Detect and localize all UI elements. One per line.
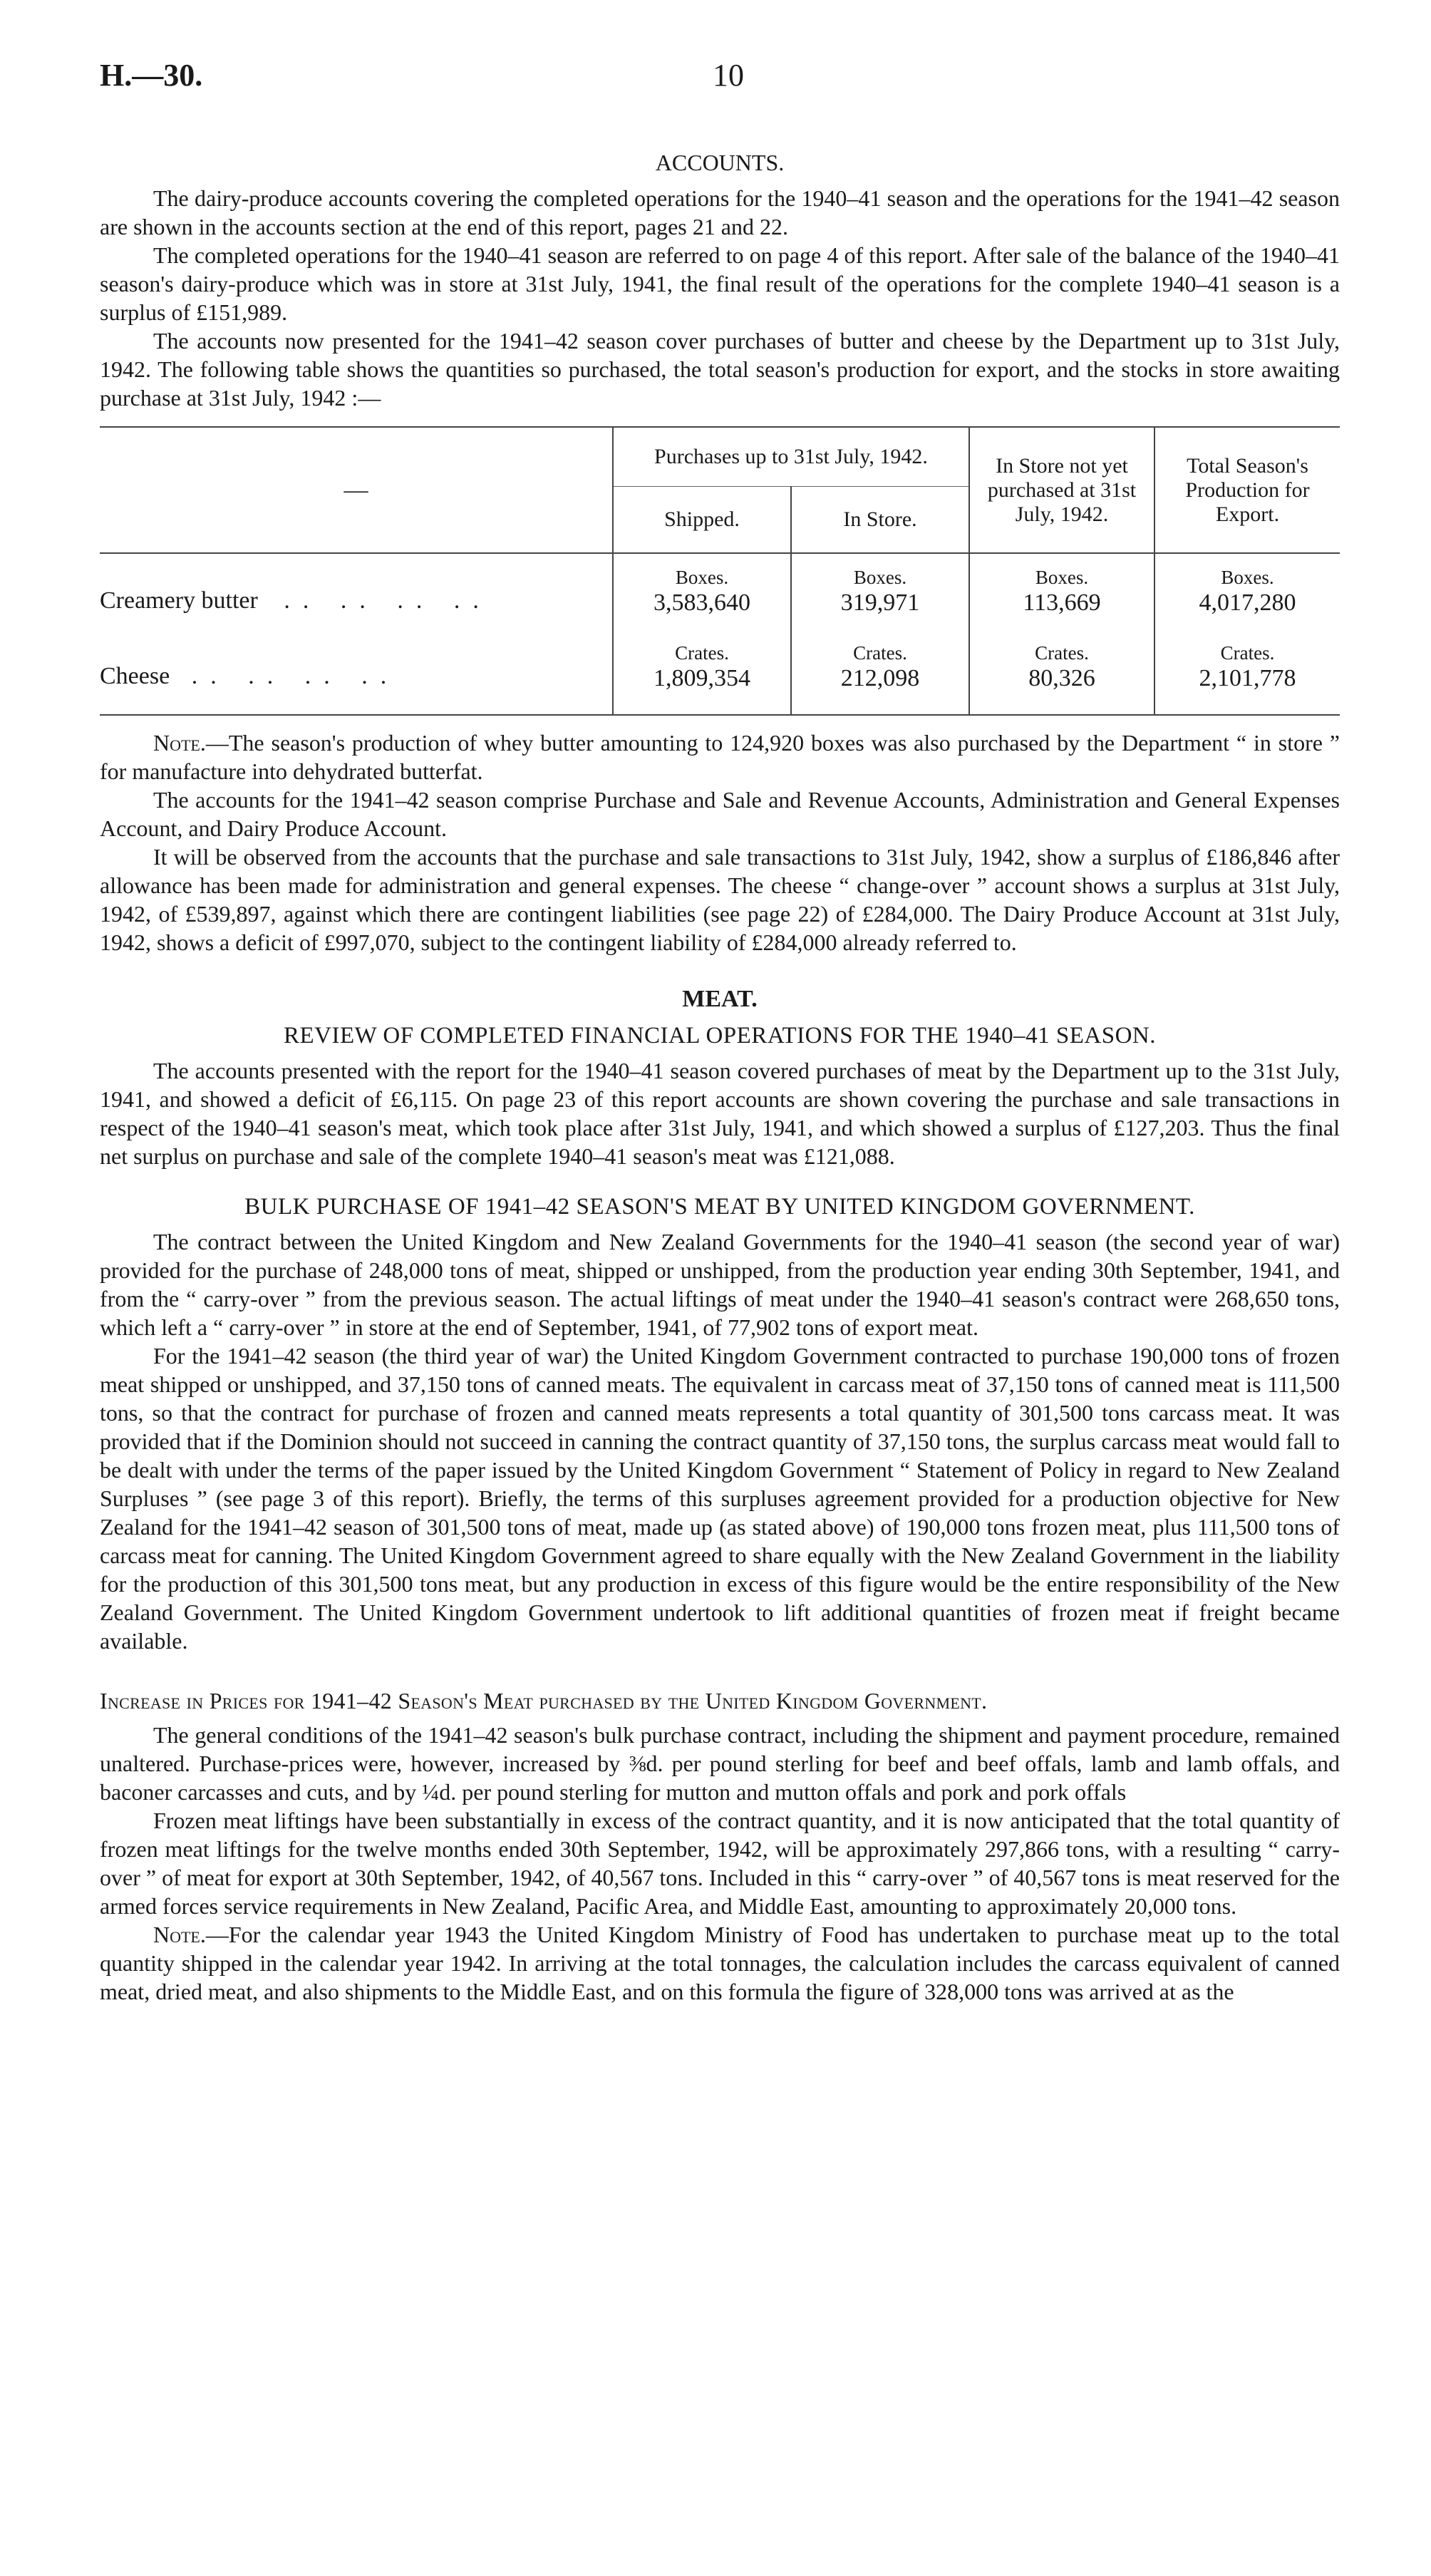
increase-paragraph-2: Frozen meat liftings have been substantially in excess of the contract quantity, and it is now anticipated that the total quantity of frozen meat liftings for the twelve months ended 30th September, 1942, will be approximately 297,866 tons, with a resulting “ carry-over ” of meat for export at 30th September, 1942, of 40,567 tons. Included in this “ carry-over ” of 40,567 tons is meat reserved for the armed forces service requirements in New Zealand, Pacific Area, and Middle East, amounting to approximately 20,000 tons. — [100, 1808, 1340, 1919]
increase-paragraph-1: The general conditions of the 1941–42 season's bulk purchase contract, including the shipment and payment procedure, remained unaltered. Purchase-prices were, however, increased by ⅜d. per pound sterling for beef and beef offals, lamb and lamb offals, and baconer carcasses and cuts, and by ¼d. per pound sterling for mutton and mutton offals and pork and pork offals — [100, 1722, 1340, 1805]
unit-label: Boxes. — [1221, 567, 1274, 588]
bulk-paragraph-2: For the 1941–42 season (the third year of war) the United Kingdom Government contracted to purchase 190,000 tons of frozen meat shipped or unshipped, and 37,150 tons of canned meats. The equivalent in carcass meat of 37,150 tons of canned meat is 111,500 tons, so that the contract for purchase of frozen and canned meats represents a total quantity of 301,500 tons carcass meat. It was provided that if the Dominion should not succeed in canning the contract quantity of 37,150 tons, the surplus carcass meat would fall to be dealt with under the terms of the paper issued by the United Kingdom Government “ Statement of Policy in regard to New Zealand Surpluses ” (see page 3 of this report). Briefly, the terms of this surpluses agreement provided for a production objective for New Zealand for the 1941–42 season of 301,500 tons of meat, made up (as stated above) of 190,000 tons frozen meat, plus 111,500 tons of carcass meat for canning. The United Kingdom Government agreed to share equally with the New Zealand Government in the liability for the production of this 301,500 tons meat, but any production in excess of this figure would be the entire responsibility of the New Zealand Government. The United Kingdom Government undertook to lift additional quantities of frozen meat if freight became available. — [100, 1343, 1340, 1654]
cell-shipped: 3,583,640 — [653, 589, 750, 616]
unit-label: Boxes. — [675, 567, 729, 588]
table-row — [100, 565, 1340, 618]
unit-label: Boxes. — [853, 567, 907, 588]
fraction-one-quarter: ¼d. — [422, 1779, 457, 1805]
cell-in-store: 319,971 — [840, 589, 920, 616]
row-leaders: .. .. .. .. — [284, 587, 492, 614]
increase-prices-heading: Increase in Prices for 1941–42 Season's Meat purchased by the United Kingdom Government. — [100, 1688, 988, 1714]
dairy-quantities-table — [100, 426, 1340, 716]
bulk-purchase-heading: BULK PURCHASE OF 1941–42 SEASON'S MEAT BY UNITED KINGDOM GOVERNMENT. — [244, 1194, 1195, 1220]
unit-label: Crates. — [1220, 642, 1275, 664]
row-label: Cheese — [100, 662, 170, 689]
fraction-three-eighths: ⅜d. — [629, 1751, 663, 1776]
cell-not-purchased: 80,326 — [1028, 665, 1095, 691]
note-text: —The season's production of whey butter amounting to 124,920 boxes was also purchased by the Department “ in store ” for manufacture into dehydrated butterfat. — [100, 730, 1340, 784]
document-reference: H.—30. — [100, 58, 203, 93]
note-text: —For the calendar year 1943 the United Kingdom Ministry of Food has undertaken to purchase meat up to the total quantity shipped in the calendar year 1942. In arriving at the total tonnages, the calculation includes the carcass equivalent of canned meat, dried meat, and also shipments to the Middle East, and on this formula the figure of 328,000 tons was arrived at as the — [100, 1922, 1340, 2004]
accounts-heading: ACCOUNTS. — [655, 150, 785, 175]
meat-heading: MEAT. — [682, 986, 758, 1012]
row-label: Creamery butter — [100, 587, 258, 614]
table-header-in-store: In Store. — [791, 487, 969, 554]
page-body — [100, 135, 1340, 2006]
cell-in-store: 212,098 — [840, 665, 920, 691]
accounts-comprise-paragraph: The accounts for the 1941–42 season comprise Purchase and Sale and Revenue Accounts, Administration and General Expenses Account, and Dairy Produce Account. — [100, 787, 1340, 841]
table-group-header: Purchases up to 31st July, 1942. — [613, 427, 969, 487]
calendar-year-note — [100, 1920, 1340, 2006]
accounts-paragraph-2: The completed operations for the 1940–41 season are referred to on page 4 of this report. After sale of the balance of the 1940–41 season's dairy-produce which was in store at 31st July, 1941, the final result of the operations for the complete 1940–41 season is a surplus of £151,989. — [100, 242, 1340, 325]
table-header-total: Total Season's Production for Export. — [1154, 427, 1340, 553]
page-number: 10 — [713, 58, 744, 93]
review-heading: REVIEW OF COMPLETED FINANCIAL OPERATIONS FOR THE 1940–41 SEASON. — [283, 1023, 1157, 1049]
surplus-paragraph: It will be observed from the accounts that the purchase and sale transactions to 31st July, 1942, show a surplus of £186,846 after allowance has been made for administration and general expenses. The cheese “ change-over ” account shows a surplus at 31st July, 1942, of £539,897, against which there are contingent liabilities (see page 22) of £284,000. The Dairy Produce Account at 31st July, 1942, shows a deficit of £997,070, subject to the contingent liability of £284,000 already referred to. — [100, 844, 1340, 955]
bulk-paragraph-1: The contract between the United Kingdom and New Zealand Governments for the 1940–41 season (the second year of war) provided for the purchase of 248,000 tons of meat, shipped or unshipped, from the production year ending 30th September, 1941, and from the “ carry-over ” from the previous season. The actual liftings of meat under the 1940–41 season's contract were 268,650 tons, which left a “ carry-over ” in store at the end of September, 1941, of 77,902 tons of export meat. — [100, 1229, 1340, 1340]
page-header — [100, 43, 1340, 100]
accounts-paragraph-3: The accounts now presented for the 1941–42 season cover purchases of butter and cheese by the Department up to 31st July, 1942. The following table shows the quantities so purchased, the total season's production for export, and the stocks in store awaiting purchase at 31st July, 1942 :— — [100, 328, 1340, 411]
table-stub-header: — — [343, 476, 368, 503]
note-label: Note. — [153, 730, 206, 756]
unit-label: Boxes. — [1035, 567, 1089, 588]
review-paragraph: The accounts presented with the report for the 1940–41 season covered purchases of meat by the Department up to the 31st July, 1941, and showed a deficit of £6,115. On page 23 of this report accounts are shown covering the purchase and sale transactions in respect of the 1940–41 season's meat, which took place after 31st July, 1941, and which showed a surplus of £127,203. Thus the final net surplus on purchase and sale of the complete 1940–41 season's meat was £121,088. — [100, 1058, 1340, 1169]
cell-total: 4,017,280 — [1199, 589, 1296, 616]
unit-label: Crates. — [675, 642, 729, 664]
whey-butter-note — [100, 728, 1340, 785]
note-label: Note. — [153, 1922, 206, 1947]
accounts-paragraph-1: The dairy-produce accounts covering the completed operations for the 1940–41 season and the operations for the 1941–42 season are shown in the accounts section at the end of this report, pages 21 and 22. — [100, 185, 1340, 239]
table-row — [100, 641, 1340, 715]
table-header-shipped: Shipped. — [613, 487, 791, 554]
unit-label: Crates. — [1035, 642, 1089, 664]
row-leaders: .. .. .. .. — [191, 662, 400, 689]
cell-shipped: 1,809,354 — [653, 665, 750, 691]
cell-total: 2,101,778 — [1199, 665, 1296, 691]
cell-not-purchased: 113,669 — [1023, 589, 1101, 616]
unit-label: Crates. — [853, 642, 907, 664]
table-header-not-purchased: In Store not yet purchased at 31st July, 1942. — [969, 427, 1154, 553]
